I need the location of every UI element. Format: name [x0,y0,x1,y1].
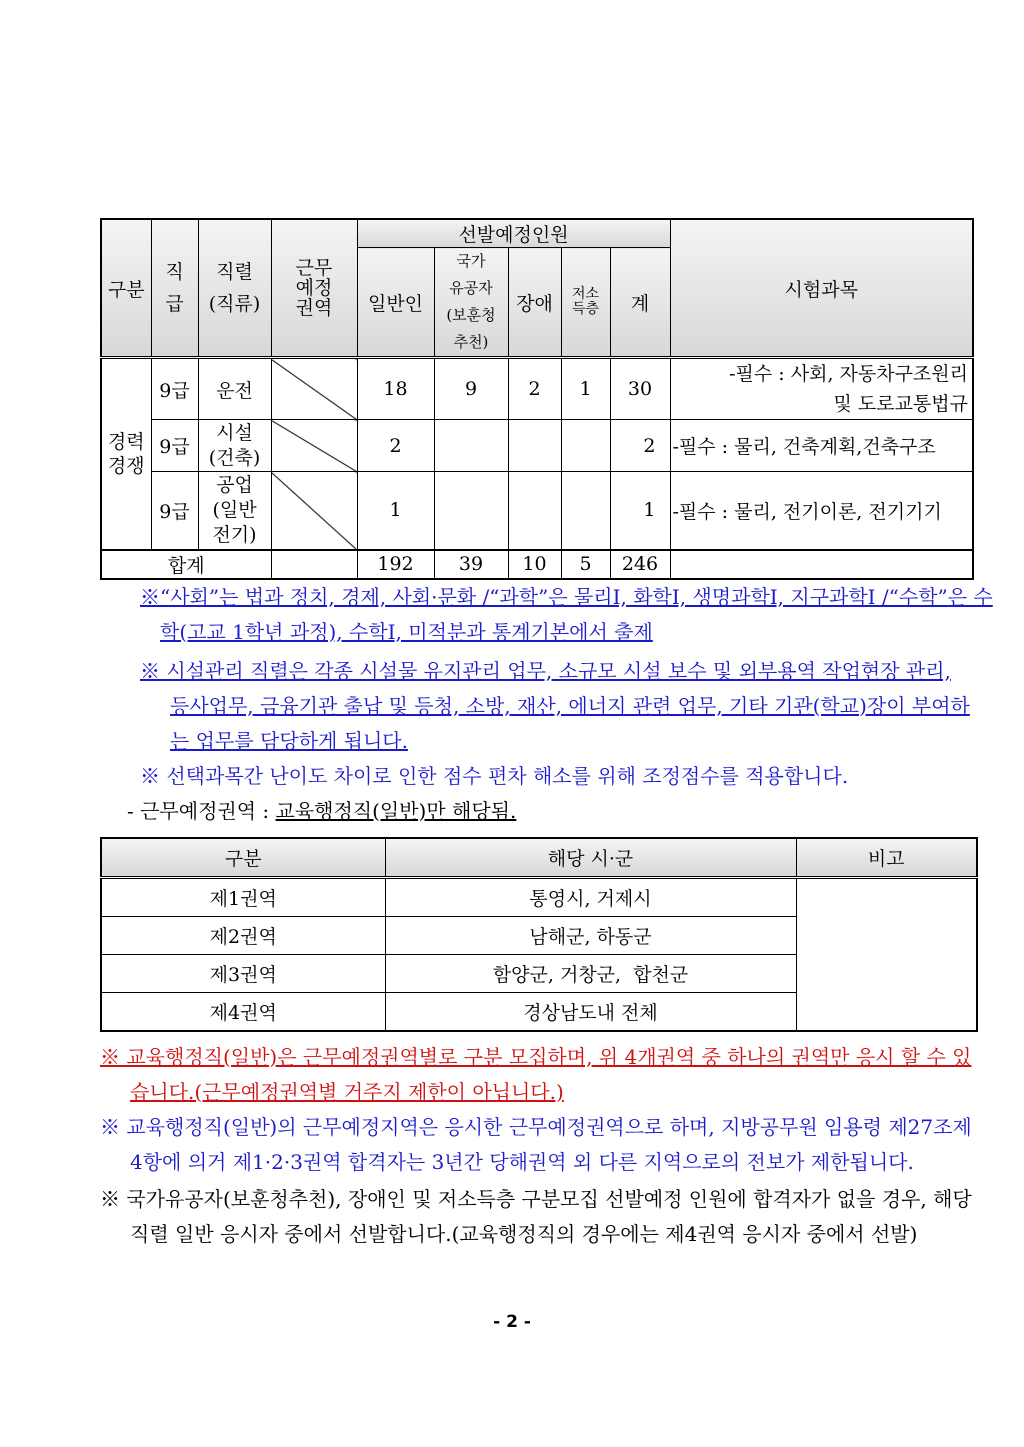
disabled-cell [508,420,561,472]
document-content [100,218,993,1372]
category-cell: 경력 경쟁 [101,358,151,550]
region-name: 제2권역 [101,916,385,954]
region-cities: 경상남도내 전체 [385,992,796,1031]
veteran-cell [434,472,508,550]
header-general: 일반인 [357,248,434,358]
header-planned: 선발예정인원 [357,219,670,248]
header-veteran: 국가 유공자 (보훈청 추천) [434,248,508,358]
sum-row [101,550,973,579]
note-facility [140,654,975,759]
sum-veteran: 39 [434,550,508,579]
region-cities: 남해군, 하동군 [385,916,796,954]
sum-general: 192 [357,550,434,579]
subjects-cell: -필수 : 사회, 자동차구조원리 및 도로교통법규 [670,358,973,420]
series-cell: 운전 [198,358,271,420]
note-transfer-restriction: ※ 교육행정직(일반)의 근무예정지역은 응시한 근무예정권역으로 하며, 지방공무원 임용령 제27조제4항에 의거 제1·2·3권역 합격자는 3년간 당해권역 외 다른 지역으로의 전보가 제한됩니다. [100,1114,972,1174]
region-name: 제3권역 [101,954,385,992]
note-region-recruitment-text: ※ 교육행정직(일반)은 근무예정권역별로 구분 모집하며, 위 4개권역 중 하나의 권역만 응시 할 수 있습니다.(근무예정권역별 거주지 제한이 아닙니다.) [100,1044,972,1104]
general-cell: 1 [357,472,434,550]
disabled-cell: 2 [508,358,561,420]
lowincome-cell [561,472,610,550]
total-cell: 2 [610,420,670,472]
grade-cell: 9급 [151,472,198,550]
region-name: 제4권역 [101,992,385,1031]
sum-subjects-empty [670,550,973,579]
recruitment-table [100,218,974,580]
grade-cell: 9급 [151,358,198,420]
lowincome-cell [561,420,610,472]
header-series: 직렬 (직류) [198,219,271,358]
region-cell-empty [271,420,357,472]
subjects-cell: -필수 : 물리, 건축계획,건축구조 [670,420,973,472]
region-table [100,837,978,1032]
region-intro-value: 교육행정직(일반)만 해당됨. [275,798,517,823]
note-facility-text: ※ 시설관리 직렬은 각종 시설물 유지관리 업무, 소규모 시설 보수 및 외부용역 작업현장 관리, 등사업무, 금융기관 출납 및 등청, 소방, 재산, 에너지 관련 업무, 기타 기관(학교)장이 부여하는 업무를 담당하게 됩니다. [140,658,970,753]
lowincome-cell: 1 [561,358,610,420]
region-cities: 통영시, 거제시 [385,877,796,916]
note-adjusted-score: ※ 선택과목간 난이도 차이로 인한 점수 편차 해소를 위해 조정점수를 적용합니다. [140,763,849,788]
sum-label: 합계 [101,550,271,579]
disabled-cell [508,472,561,550]
subjects-cell: -필수 : 물리, 전기이론, 전기기기 [670,472,973,550]
region-cities: 함양군, 거창군, 합천군 [385,954,796,992]
veteran-cell: 9 [434,358,508,420]
remarks-cell [796,877,977,1031]
header-region: 구분 [101,838,385,878]
table-row [101,472,973,550]
header-cities: 해당 시·군 [385,838,796,878]
total-cell: 30 [610,358,670,420]
general-cell: 18 [357,358,434,420]
grade-cell: 9급 [151,420,198,472]
sum-disabled: 10 [508,550,561,579]
page-number: - 2 - [493,1311,531,1332]
general-cell: 2 [357,420,434,472]
header-total: 계 [610,248,670,358]
note-fallback-selection: ※ 국가유공자(보훈청추천), 장애인 및 저소득층 구분모집 선발예정 인원에 합격자가 없을 경우, 해당 직렬 일반 응시자 중에서 선발합니다.(교육행정직의 경우에는 제4권역 응시자 중에서 선발) [100,1186,972,1246]
header-subjects: 시험과목 [670,219,973,358]
table-row [101,420,973,472]
sum-lowincome: 5 [561,550,610,579]
region-intro-label: - 근무예정권역 : [127,798,276,823]
series-cell: 공업 (일반 전기) [198,472,271,550]
total-cell: 1 [610,472,670,550]
note-region-recruitment [100,1040,975,1110]
sum-total: 246 [610,550,670,579]
region-name: 제1권역 [101,877,385,916]
header-category: 구분 [101,219,151,358]
header-remarks: 비고 [796,838,977,878]
veteran-cell [434,420,508,472]
header-lowincome: 저소 득층 [561,248,610,358]
header-disabled: 장애 [508,248,561,358]
header-grade: 직 급 [151,219,198,358]
region-cell-empty [271,358,357,420]
table-row [101,877,977,916]
sum-region-empty [271,550,357,579]
header-region: 근무 예정 권역 [271,219,357,358]
table-row [101,358,973,420]
region-cell-empty [271,472,357,550]
series-cell: 시설 (건축) [198,420,271,472]
note-subjects: ※“사회”는 법과 정치, 경제, 사회·문화 /“과학”은 물리Ⅰ, 화학Ⅰ, 생명과학Ⅰ, 지구과학Ⅰ /“수학”은 수학(고교 1학년 과정), 수학Ⅰ, 미적분과 통계기본에서 출제 [140,584,993,644]
region-intro [127,794,978,829]
